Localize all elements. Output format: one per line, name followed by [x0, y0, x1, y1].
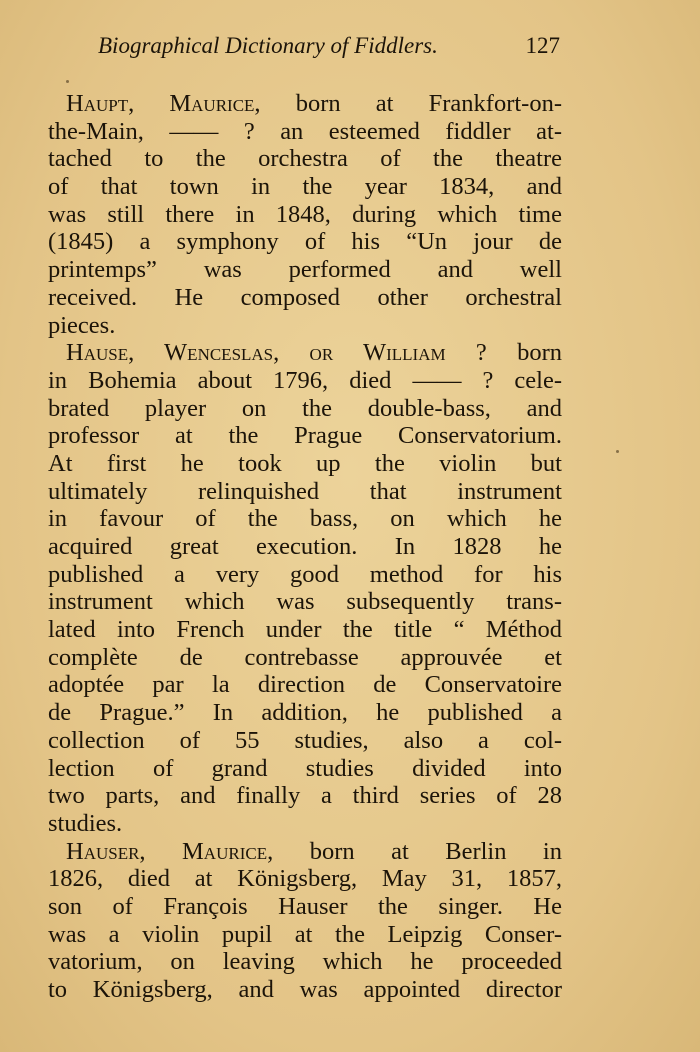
running-title: Biographical Dictionary of Fiddlers. — [98, 33, 438, 58]
entry-hause-line: professor at the Prague Conservatorium. — [48, 422, 562, 450]
entry-hauser-name: Hauser, Maurice, — [66, 837, 274, 865]
entry-haupt-line: tached to the orchestra of the theatre — [48, 145, 562, 173]
entry-haupt-line: printemps” was performed and well — [48, 256, 562, 284]
entry-haupt-line: pieces. — [48, 311, 116, 339]
entry-haupt-line: the-Main, —— ? an esteemed fiddler at- — [48, 117, 562, 145]
entry-hause-line: complète de contrebasse approuvée et — [48, 643, 562, 671]
entry-haupt-line: (1845) a symphony of his “Un jour de — [48, 228, 562, 256]
entry-hause-line: studies. — [48, 809, 123, 837]
entry-hause-line: ultimately relinquished that instrument — [48, 477, 562, 505]
entry-haupt-name: Haupt, Maurice, — [66, 90, 261, 117]
entry-hause-line: lated into French under the title “ Méthod — [48, 616, 562, 644]
entry-hauser-line: son of François Hauser the singer. He — [48, 892, 562, 920]
entry-hause-line: published a very good method for his — [48, 560, 562, 588]
entry-haupt-line: of that town in the year 1834, and — [48, 173, 562, 201]
entry-hause-line: two parts, and finally a third series of 28 — [48, 782, 562, 810]
paper-speck — [616, 450, 619, 453]
entry-hauser-line: to Königsberg, and was appointed director — [48, 976, 562, 1003]
entry-hause-line: acquired great execution. In 1828 he — [48, 533, 562, 560]
entry-hause-name: Hause, Wenceslas, or William ? — [66, 339, 487, 367]
entry-hauser-line: 1826, died at Königsberg, May 31, 1857, — [48, 865, 562, 893]
entry-hause-line: in favour of the bass, on which he — [48, 505, 562, 533]
entry-haupt-line: was still there in 1848, during which time — [48, 200, 562, 228]
entry-hause-line: adoptée par la direction de Conservatoire — [48, 671, 562, 699]
running-head — [98, 30, 560, 62]
paper-speck — [66, 80, 69, 83]
entry-haupt-line: received. He composed other orchestral — [48, 283, 562, 311]
entry-hause-line: in Bohemia about 1796, died —— ? cele- — [48, 366, 562, 394]
entry-haupt-line-1: Haupt, Maurice, born at Frankfort-on- — [66, 90, 562, 117]
entry-hauser-line: was a violin pupil at the Leipzig Conser- — [48, 920, 562, 948]
entry-hause-line: lection of grand studies divided into — [48, 754, 562, 782]
entry-hause-line: de Prague.” In addition, he published a — [48, 699, 562, 727]
entry-hauser-line-1: Hauser, Maurice, born at Berlin in — [66, 837, 562, 865]
body-text — [48, 90, 562, 1004]
page-number: 127 — [525, 33, 560, 58]
entry-hause-line: collection of 55 studies, also a col- — [48, 726, 562, 754]
entry-hauser-line: vatorium, on leaving which he proceeded — [48, 948, 562, 976]
entry-hause-line: brated player on the double-bass, and — [48, 394, 562, 422]
entry-hause-line: At first he took up the violin but — [48, 449, 562, 477]
entry-hause-line-1: Hause, Wenceslas, or William ? born — [66, 339, 562, 367]
entry-hause-line: instrument which was subsequently trans- — [48, 588, 562, 616]
